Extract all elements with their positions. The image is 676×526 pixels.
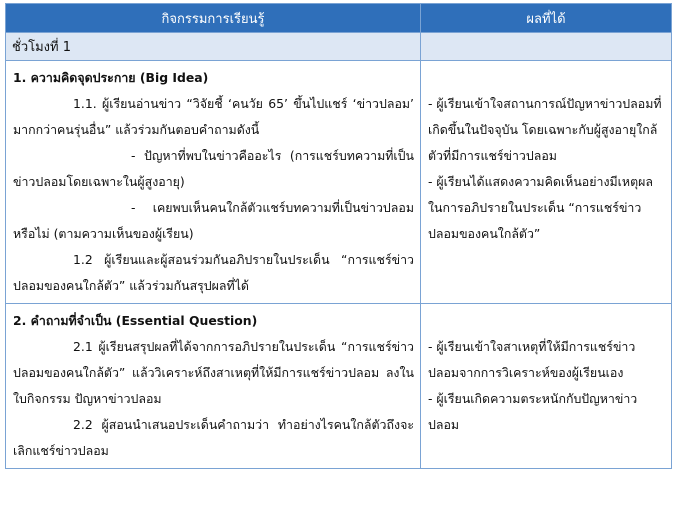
header-activities: กิจกรรมการเรียนรู้ <box>6 4 421 33</box>
activity-1-1-q1: - ปัญหาที่พบในข่าวคืออะไร (การแชร์บทความที่เป็นข่าวปลอมโดยเฉพาะในผู้สูงอายุ) <box>13 148 414 189</box>
outcome-1-2: - ผู้เรียนได้แสดงความคิดเห็นอย่างมีเหตุผลในการอภิปรายในประเด็น “การแชร์ข่าวปลอมของคนใกล้ตัว” <box>428 174 653 241</box>
activity-2-1: 2.1 ผู้เรียนสรุปผลที่ได้จากการอภิปรายในประเด็น “การแชร์ข่าวปลอมของคนใกล้ตัว” แล้ววิเคราะห์ถึงสาเหตุที่ให้มีการแชร์ข่าวปลอม ลงในใบกิจกรรม ปัญหาข่าวปลอม <box>13 339 414 406</box>
section2-activities <box>6 304 421 469</box>
hours-empty <box>421 33 672 61</box>
activity-1-1-q2: - เคยพบเห็นคนใกล้ตัวแชร์บทความที่เป็นข่าวปลอมหรือไม่ (ตามความเห็นของผู้เรียน) <box>13 200 414 241</box>
section1-row <box>6 61 672 304</box>
hours-label: ชั่วโมงที่ 1 <box>6 33 421 61</box>
activity-1-2: 1.2 ผู้เรียนและผู้สอนร่วมกันอภิปรายในประเด็น “การแชร์ข่าวปลอมของคนใกล้ตัว” แล้วร่วมกันสรุปผลที่ได้ <box>13 252 414 293</box>
lesson-plan-document <box>5 3 671 469</box>
section1-outcomes <box>421 61 672 304</box>
header-row <box>6 4 672 33</box>
section2-row <box>6 304 672 469</box>
section1-activities <box>6 61 421 304</box>
section1-title: 1. ความคิดจุดประกาย (Big Idea) <box>13 70 209 85</box>
lesson-table <box>5 3 672 469</box>
outcome-2-1: - ผู้เรียนเข้าใจสาเหตุที่ให้มีการแชร์ข่าวปลอมจากการวิเคราะห์ของผู้เรียนเอง <box>428 339 636 380</box>
outcome-1-1: - ผู้เรียนเข้าใจสถานการณ์ปัญหาข่าวปลอมที่เกิดขึ้นในปัจจุบัน โดยเฉพาะกับผู้สูงอายุใกล้ตัวที่มีการแชร์ข่าวปลอม <box>428 96 662 163</box>
activity-1-1: 1.1. ผู้เรียนอ่านข่าว “วิจัยชี้ ‘คนวัย 65’ ขึ้นไปแชร์ ‘ข่าวปลอม’ มากกว่าคนรุ่นอื่น” แล้วร่วมกันตอบคำถามดังนี้ <box>13 96 414 137</box>
header-outcomes: ผลที่ได้ <box>421 4 672 33</box>
outcome-2-2: - ผู้เรียนเกิดความตระหนักกับปัญหาข่าวปลอม <box>428 391 638 432</box>
section2-outcomes <box>421 304 672 469</box>
activity-2-2: 2.2 ผู้สอนนำเสนอประเด็นคำถามว่า ทำอย่างไรคนใกล้ตัวถึงจะเลิกแชร์ข่าวปลอม <box>13 417 414 458</box>
hours-row <box>6 33 672 61</box>
section2-title: 2. คำถามที่จำเป็น (Essential Question) <box>13 313 258 328</box>
